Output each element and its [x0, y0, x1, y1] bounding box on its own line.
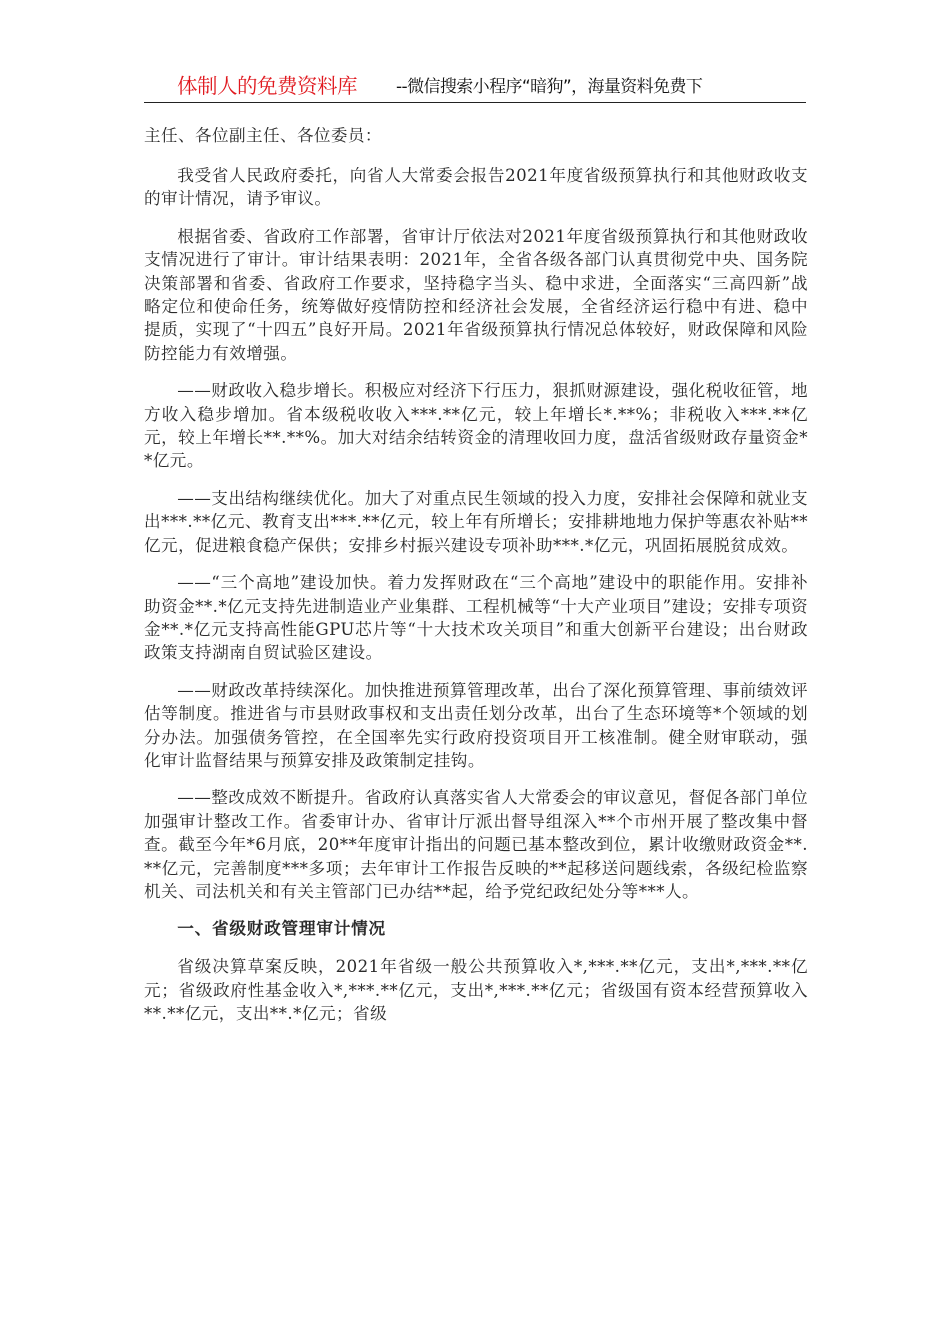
paragraph-audit-summary: 根据省委、省政府工作部署，省审计厅依法对2021年度省级预算执行和其他财政收支情况进行了审计。审计结果表明：2021年，全省各级各部门认真贯彻党中央、国务院决策部署和省委、省政府工作要求，坚持稳字当头、稳中求进，全面落实“三高四新”战略定位和使命任务，统筹做好疫情防控和经济社会发展，全省经济运行稳中有进、稳中提质，实现了“十四五”良好开局。2021年省级预算执行情况总体较好，财政保障和风险防控能力有效增强。: [144, 226, 808, 363]
paragraph-expenditure-structure: ——支出结构继续优化。加大了对重点民生领域的投入力度，安排社会保障和就业支出***.**亿元、教育支出***.**亿元，较上年有所增长；安排耕地地力保护等惠农补贴**亿元，促进粮食稳产保供；安排乡村振兴建设专项补助***.*亿元，巩固拓展脱贫成效。: [144, 488, 808, 555]
paragraph-rectification: ——整改成效不断提升。省政府认真落实省人大常委会的审议意见，督促各部门单位加强审计整改工作。省委审计办、省审计厅派出督导组深入**个市州开展了整改集中督查。截至今年*6月底，20**年度审计指出的问题已基本整改到位，累计收缴财政资金**.**亿元，完善制度***多项；去年审计工作报告反映的**起移送问题线索，各级纪检监察机关、司法机关和有关主管部门已办结**起，给予党纪政纪处分等***人。: [144, 788, 808, 901]
paragraph-revenue-growth: ——财政收入稳步增长。积极应对经济下行压力，狠抓财源建设，强化税收征管，地方收入稳步增加。省本级税收收入***.**亿元，较上年增长*.**%；非税收入***.**亿元，较上年增长**.**%。加大对结余结转资金的清理收回力度，盘活省级财政存量资金**亿元。: [144, 381, 808, 471]
header-brand: 体制人的免费资料库: [177, 74, 357, 98]
page-header: [144, 72, 806, 103]
section-heading: 一、省级财政管理审计情况: [177, 919, 386, 939]
paragraph-section-one: 省级决算草案反映，2021年省级一般公共预算收入*,***.**亿元，支出*,***.**亿元；省级政府性基金收入*,***.**亿元，支出*,***.**亿元；省级国有资本经营预算收入**.**亿元，支出**.*亿元；省级: [144, 957, 808, 1024]
header-tagline: --微信搜索小程序“暗狗”，海量资料免费下: [396, 77, 703, 97]
paragraph-intro: 我受省人民政府委托，向省人大常委会报告2021年度省级预算执行和其他财政收支的审计情况，请予审议。: [144, 166, 808, 209]
paragraph-fiscal-reform: ——财政改革持续深化。加快推进预算管理改革，出台了深化预算管理、事前绩效评估等制度。推进省与市县财政事权和支出责任划分改革，出台了生态环境等*个领域的划分办法。加强债务管控，在全国率先实行政府投资项目开工核准制。健全财审联动，强化审计监督结果与预算安排及政策制定挂钩。: [144, 680, 808, 770]
salutation: 主任、各位副主任、各位委员：: [144, 126, 382, 145]
paragraph-three-highlands: ——“三个高地”建设加快。着力发挥财政在“三个高地”建设中的职能作用。安排补助资金**.*亿元支持先进制造业产业集群、工程机械等“十大产业项目”建设；安排专项资金**.*亿元支持高性能GPU芯片等“十大技术攻关项目”和重大创新平台建设；出台财政政策支持湖南自贸试验区建设。: [144, 573, 808, 663]
document-body: [144, 124, 808, 1040]
